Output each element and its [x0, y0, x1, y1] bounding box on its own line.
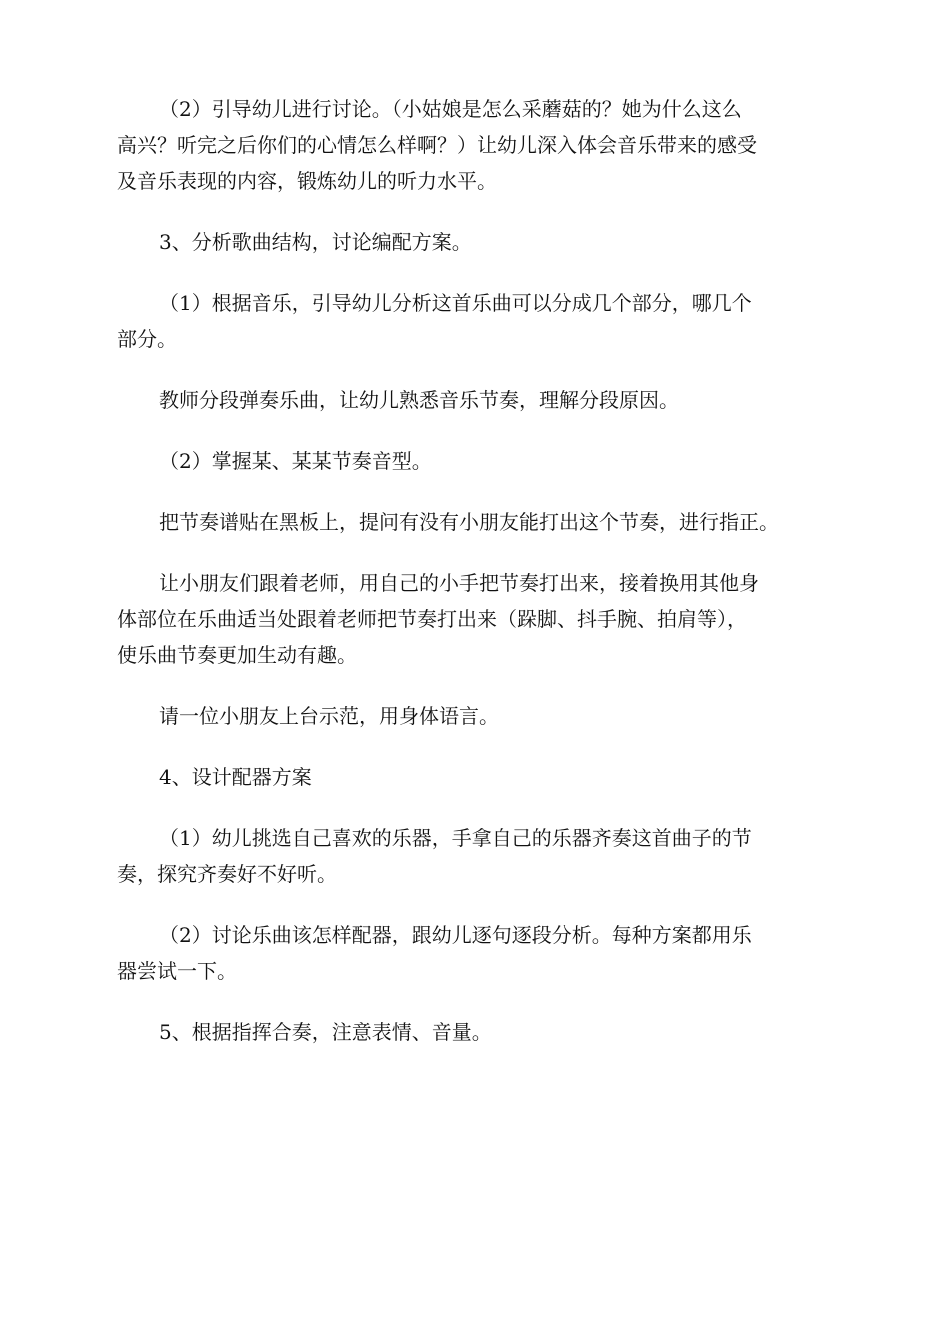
- paragraph-rhythm-pattern: [117, 443, 837, 479]
- heading-analyze-structure: [117, 224, 837, 260]
- paragraph-demonstration: [117, 698, 837, 734]
- text-line: 及音乐表现的内容，锻炼幼儿的听力水平。: [117, 169, 497, 193]
- text-line: 3、分析歌曲结构，讨论编配方案。: [159, 230, 472, 254]
- paragraph-body-rhythm: [117, 565, 837, 673]
- document-body: [117, 91, 837, 1075]
- text-line: 请一位小朋友上台示范，用身体语言。: [159, 704, 499, 728]
- paragraph-analyze-parts: [117, 285, 837, 357]
- text-line: （1）根据音乐，引导幼儿分析这首乐曲可以分成几个部分，哪几个: [159, 291, 752, 315]
- text-line: 教师分段弹奏乐曲，让幼儿熟悉音乐节奏，理解分段原因。: [159, 388, 679, 412]
- text-line: 4、设计配器方案: [159, 765, 312, 789]
- paragraph-choose-instruments: [117, 820, 837, 892]
- text-line: （2）引导幼儿进行讨论。（小姑娘是怎么采蘑菇的？她为什么这么: [159, 97, 742, 121]
- paragraph-orchestration: [117, 917, 837, 989]
- text-line: 把节奏谱贴在黑板上，提问有没有小朋友能打出这个节奏，进行指正。: [159, 510, 779, 534]
- text-line: 5、根据指挥合奏，注意表情、音量。: [159, 1020, 492, 1044]
- text-line: （2）讨论乐曲该怎样配器，跟幼儿逐句逐段分析。每种方案都用乐: [159, 923, 752, 947]
- heading-ensemble: [117, 1014, 837, 1050]
- paragraph-discussion: [117, 91, 837, 199]
- text-line: 奏，探究齐奏好不好听。: [117, 862, 337, 886]
- text-line: 使乐曲节奏更加生动有趣。: [117, 643, 357, 667]
- text-line: （2）掌握某、某某节奏音型。: [159, 449, 432, 473]
- heading-instrument-plan: [117, 759, 837, 795]
- text-line: （1）幼儿挑选自己喜欢的乐器，手拿自己的乐器齐奏这首曲子的节: [159, 826, 752, 850]
- text-line: 体部位在乐曲适当处跟着老师把节奏打出来（跺脚、抖手腕、拍肩等），: [117, 607, 747, 631]
- text-line: 器尝试一下。: [117, 959, 237, 983]
- paragraph-rhythm-sheet: [117, 504, 837, 540]
- text-line: 高兴？听完之后你们的心情怎么样啊？）让幼儿深入体会音乐带来的感受: [117, 133, 757, 157]
- text-line: 让小朋友们跟着老师，用自己的小手把节奏打出来，接着换用其他身: [159, 571, 759, 595]
- text-line: 部分。: [117, 327, 177, 351]
- paragraph-teacher-play: [117, 382, 837, 418]
